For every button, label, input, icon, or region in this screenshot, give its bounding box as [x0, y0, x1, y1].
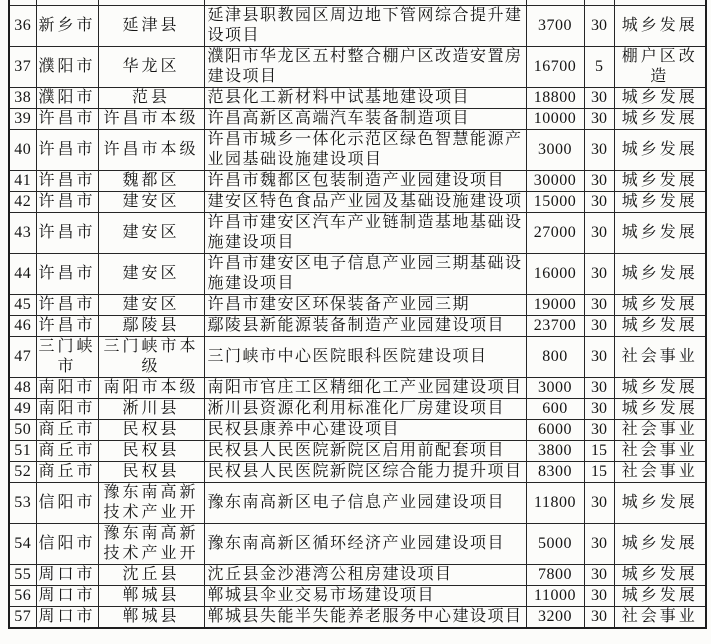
- amount-cell: 3700: [526, 6, 584, 47]
- project-name-cell: 沈丘县金沙港湾公租房建设项目: [204, 565, 526, 586]
- amount-cell: 5000: [526, 524, 584, 565]
- category-cell: 城乡发展: [614, 399, 706, 420]
- city-cell: 许昌市: [36, 130, 98, 171]
- county-cell: 许昌市本级: [98, 130, 204, 171]
- row-number-cell: 43: [9, 213, 36, 254]
- project-name-cell: 鄢陵县新能源装备制造产业园建设项目: [204, 316, 526, 337]
- project-name-cell: 许昌高新区高端汽车装备制造项目: [204, 109, 526, 130]
- table-row: [9, 192, 706, 213]
- table-row: [9, 6, 706, 47]
- row-number-cell: 56: [9, 586, 36, 607]
- project-name-cell: 许昌市建安区电子信息产业园三期基础设施建设项目: [204, 254, 526, 295]
- city-cell: 南阳市: [36, 399, 98, 420]
- category-cell: 社会事业: [614, 337, 706, 378]
- row-number-cell: 40: [9, 130, 36, 171]
- row-number-cell: 49: [9, 399, 36, 420]
- category-cell: 城乡发展: [614, 171, 706, 192]
- table-row: [9, 254, 706, 295]
- term-cell: 30: [584, 586, 614, 607]
- amount-cell: 3000: [526, 130, 584, 171]
- term-cell: 30: [584, 524, 614, 565]
- county-cell: 豫东南高新技术产业开: [98, 483, 204, 524]
- table-row: [9, 171, 706, 192]
- amount-cell: 11000: [526, 586, 584, 607]
- category-cell: 城乡发展: [614, 483, 706, 524]
- term-cell: 30: [584, 130, 614, 171]
- table-row: [9, 462, 706, 483]
- city-cell: 许昌市: [36, 213, 98, 254]
- project-name-cell: 许昌市建安区汽车产业链制造基地基础设施建设项目: [204, 213, 526, 254]
- term-cell: 30: [584, 337, 614, 378]
- county-cell: 鄢陵县: [98, 316, 204, 337]
- city-cell: 新乡市: [36, 6, 98, 47]
- category-cell: 棚户区改造: [614, 47, 706, 88]
- project-name-cell: 民权县人民医院新院区综合能力提升项目: [204, 462, 526, 483]
- city-cell: 信阳市: [36, 483, 98, 524]
- table-row: [9, 399, 706, 420]
- term-cell: 15: [584, 462, 614, 483]
- project-name-cell: 三门峡市中心医院眼科医院建设项目: [204, 337, 526, 378]
- county-cell: 民权县: [98, 462, 204, 483]
- category-cell: 城乡发展: [614, 109, 706, 130]
- row-number-cell: 45: [9, 295, 36, 316]
- category-cell: 社会事业: [614, 462, 706, 483]
- county-cell: 许昌市本级: [98, 109, 204, 130]
- county-cell: 豫东南高新技术产业开: [98, 524, 204, 565]
- project-name-cell: 淅川县资源化利用标准化厂房建设项目: [204, 399, 526, 420]
- county-cell: 魏都区: [98, 171, 204, 192]
- row-number-cell: 51: [9, 441, 36, 462]
- category-cell: 城乡发展: [614, 6, 706, 47]
- category-cell: 城乡发展: [614, 88, 706, 109]
- amount-cell: 11800: [526, 483, 584, 524]
- term-cell: 30: [584, 316, 614, 337]
- city-cell: 许昌市: [36, 295, 98, 316]
- term-cell: 5: [584, 47, 614, 88]
- table-row: [9, 565, 706, 586]
- city-cell: 濮阳市: [36, 88, 98, 109]
- category-cell: 社会事业: [614, 441, 706, 462]
- row-number-cell: 57: [9, 607, 36, 629]
- term-cell: 30: [584, 88, 614, 109]
- project-name-cell: 建安区特色食品产业园及基础设施建设项: [204, 192, 526, 213]
- row-number-cell: 37: [9, 47, 36, 88]
- term-cell: 30: [584, 213, 614, 254]
- term-cell: 30: [584, 565, 614, 586]
- project-name-cell: 濮阳市华龙区五村整合棚户区改造安置房建设项目: [204, 47, 526, 88]
- row-number-cell: 39: [9, 109, 36, 130]
- project-name-cell: 延津县职教园区周边地下管网综合提升建设项目: [204, 6, 526, 47]
- county-cell: 郸城县: [98, 607, 204, 629]
- project-list-table: [8, 0, 707, 629]
- table-row: [9, 378, 706, 399]
- row-number-cell: 47: [9, 337, 36, 378]
- amount-cell: 8300: [526, 462, 584, 483]
- row-number-cell: 46: [9, 316, 36, 337]
- term-cell: 30: [584, 295, 614, 316]
- table-row: [9, 109, 706, 130]
- category-cell: 城乡发展: [614, 130, 706, 171]
- amount-cell: 16000: [526, 254, 584, 295]
- row-number-cell: 41: [9, 171, 36, 192]
- table-row: [9, 524, 706, 565]
- term-cell: 30: [584, 254, 614, 295]
- county-cell: 南阳市本级: [98, 378, 204, 399]
- row-number-cell: 42: [9, 192, 36, 213]
- table-row: [9, 337, 706, 378]
- amount-cell: 27000: [526, 213, 584, 254]
- city-cell: 许昌市: [36, 254, 98, 295]
- table-row: [9, 130, 706, 171]
- county-cell: 三门峡市本级: [98, 337, 204, 378]
- table-row: [9, 441, 706, 462]
- amount-cell: 6000: [526, 420, 584, 441]
- category-cell: 城乡发展: [614, 316, 706, 337]
- term-cell: 30: [584, 109, 614, 130]
- table-row: [9, 483, 706, 524]
- project-name-cell: 豫东南高新区电子信息产业园建设项目: [204, 483, 526, 524]
- category-cell: 城乡发展: [614, 295, 706, 316]
- city-cell: 南阳市: [36, 378, 98, 399]
- row-number-cell: 50: [9, 420, 36, 441]
- row-number-cell: 44: [9, 254, 36, 295]
- amount-cell: 3800: [526, 441, 584, 462]
- project-name-cell: 许昌市城乡一体化示范区绿色智慧能源产业园基础设施建设项目: [204, 130, 526, 171]
- term-cell: 30: [584, 171, 614, 192]
- amount-cell: 3000: [526, 378, 584, 399]
- amount-cell: 19000: [526, 295, 584, 316]
- city-cell: 商丘市: [36, 462, 98, 483]
- amount-cell: 23700: [526, 316, 584, 337]
- city-cell: 许昌市: [36, 192, 98, 213]
- county-cell: 淅川县: [98, 399, 204, 420]
- term-cell: 30: [584, 607, 614, 629]
- project-name-cell: 民权县人民医院新院区启用前配套项目: [204, 441, 526, 462]
- category-cell: 城乡发展: [614, 378, 706, 399]
- county-cell: 范县: [98, 88, 204, 109]
- city-cell: 周口市: [36, 565, 98, 586]
- table-row: [9, 213, 706, 254]
- row-number-cell: 52: [9, 462, 36, 483]
- county-cell: 建安区: [98, 192, 204, 213]
- amount-cell: 600: [526, 399, 584, 420]
- term-cell: 30: [584, 378, 614, 399]
- category-cell: 社会事业: [614, 607, 706, 629]
- county-cell: 民权县: [98, 420, 204, 441]
- amount-cell: 800: [526, 337, 584, 378]
- amount-cell: 15000: [526, 192, 584, 213]
- category-cell: 城乡发展: [614, 254, 706, 295]
- project-name-cell: 许昌市建安区环保装备产业园三期: [204, 295, 526, 316]
- term-cell: 30: [584, 399, 614, 420]
- amount-cell: 16700: [526, 47, 584, 88]
- city-cell: 许昌市: [36, 109, 98, 130]
- row-number-cell: 55: [9, 565, 36, 586]
- row-number-cell: 54: [9, 524, 36, 565]
- city-cell: 商丘市: [36, 420, 98, 441]
- category-cell: 城乡发展: [614, 586, 706, 607]
- table-row: [9, 47, 706, 88]
- amount-cell: 10000: [526, 109, 584, 130]
- city-cell: 周口市: [36, 607, 98, 629]
- table-row: [9, 420, 706, 441]
- city-cell: 许昌市: [36, 171, 98, 192]
- row-number-cell: 48: [9, 378, 36, 399]
- amount-cell: 30000: [526, 171, 584, 192]
- project-name-cell: 民权县康养中心建设项目: [204, 420, 526, 441]
- category-cell: 社会事业: [614, 420, 706, 441]
- county-cell: 建安区: [98, 254, 204, 295]
- table-row: [9, 295, 706, 316]
- project-name-cell: 许昌市魏都区包装制造产业园建设项目: [204, 171, 526, 192]
- county-cell: 沈丘县: [98, 565, 204, 586]
- city-cell: 周口市: [36, 586, 98, 607]
- project-name-cell: 范县化工新材料中试基地建设项目: [204, 88, 526, 109]
- table-row: [9, 88, 706, 109]
- category-cell: 城乡发展: [614, 524, 706, 565]
- category-cell: 城乡发展: [614, 565, 706, 586]
- term-cell: 15: [584, 441, 614, 462]
- amount-cell: 3200: [526, 607, 584, 629]
- row-number-cell: 36: [9, 6, 36, 47]
- county-cell: 郸城县: [98, 586, 204, 607]
- amount-cell: 7800: [526, 565, 584, 586]
- table-row: [9, 586, 706, 607]
- city-cell: 三门峡市: [36, 337, 98, 378]
- row-number-cell: 53: [9, 483, 36, 524]
- city-cell: 商丘市: [36, 441, 98, 462]
- term-cell: 30: [584, 6, 614, 47]
- city-cell: 信阳市: [36, 524, 98, 565]
- county-cell: 建安区: [98, 213, 204, 254]
- project-name-cell: 豫东南高新区循环经济产业园建设项目: [204, 524, 526, 565]
- amount-cell: 18800: [526, 88, 584, 109]
- table-row: [9, 607, 706, 629]
- county-cell: 民权县: [98, 441, 204, 462]
- city-cell: 许昌市: [36, 316, 98, 337]
- city-cell: 濮阳市: [36, 47, 98, 88]
- county-cell: 华龙区: [98, 47, 204, 88]
- project-name-cell: 郸城县伞业交易市场建设项目: [204, 586, 526, 607]
- table-row: [9, 316, 706, 337]
- county-cell: 建安区: [98, 295, 204, 316]
- project-name-cell: 郸城县失能半失能养老服务中心建设项目: [204, 607, 526, 629]
- project-name-cell: 南阳市官庄工区精细化工产业园建设项目: [204, 378, 526, 399]
- term-cell: 30: [584, 483, 614, 524]
- term-cell: 30: [584, 192, 614, 213]
- term-cell: 30: [584, 420, 614, 441]
- category-cell: 城乡发展: [614, 213, 706, 254]
- category-cell: 城乡发展: [614, 192, 706, 213]
- county-cell: 延津县: [98, 6, 204, 47]
- row-number-cell: 38: [9, 88, 36, 109]
